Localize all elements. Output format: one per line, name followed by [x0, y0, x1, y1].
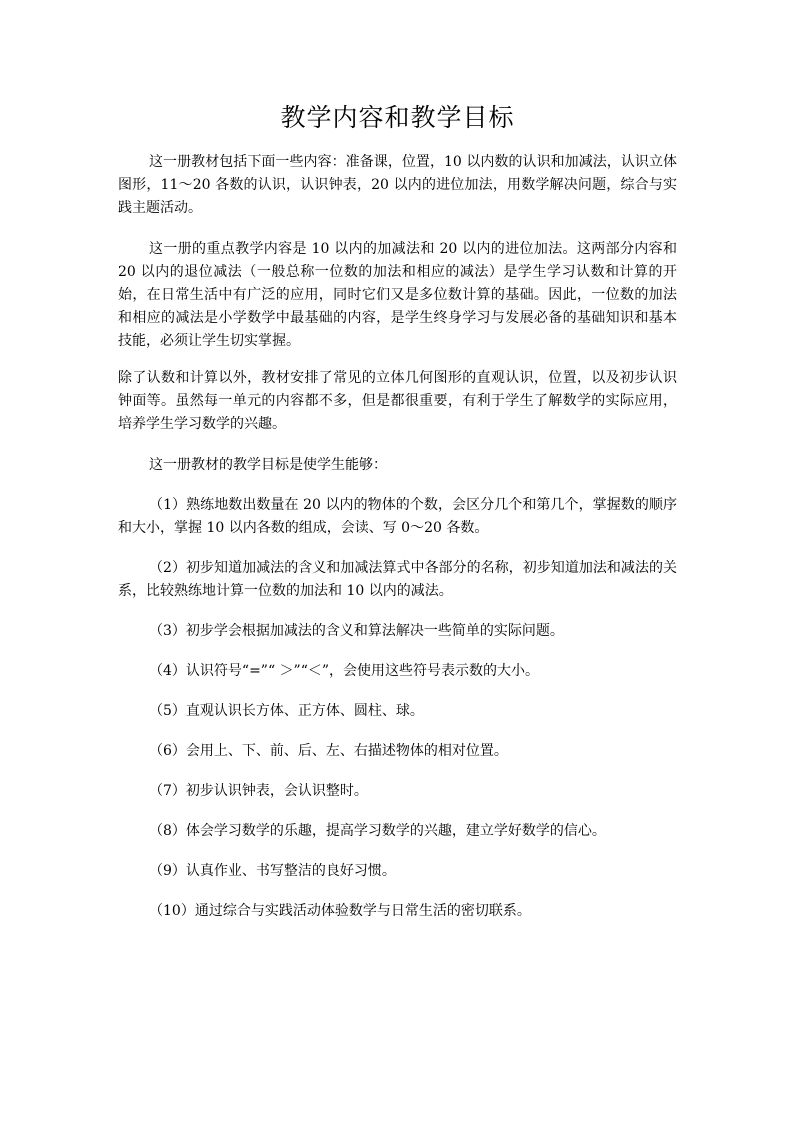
objective-item-6: （6）会用上、下、前、后、左、右描述物体的相对位置。: [149, 743, 508, 759]
objective-item-10: （10）通过综合与实践活动体验数学与日常生活的密切联系。: [149, 903, 531, 919]
objective-item-9: （9）认真作业、书写整洁的良好习惯。: [149, 863, 396, 879]
objective-item-2: （2）初步知道加减法的含义和加减法算式中各部分的名称，初步知道加法和减法的关系，比较熟练地计算一位数的加法和 10 以内的减法。: [118, 560, 677, 599]
objective-item-7: （7）初步认识钟表，会认识整时。: [149, 783, 368, 799]
objective-item-8: （8）体会学习数学的乐趣，提高学习数学的兴趣，建立学好数学的信心。: [149, 823, 606, 839]
objective-item-4: （4）认识符号“=”“ ＞”“＜”，会使用这些符号表示数的大小。: [149, 663, 540, 679]
paragraph-other-content: 除了认数和计算以外，教材安排了常见的立体几何图形的直观认识，位置，以及初步认识钟面等。虽然每一单元的内容都不多，但是都很重要，有利于学生了解数学的实际应用，培养学生学习数学的兴趣。: [118, 370, 677, 432]
paragraph-content-overview: 这一册教材包括下面一些内容：准备课，位置，10 以内数的认识和加减法，认识立体图形，11～20 各数的认识，认识钟表，20 以内的进位加法，用数学解决问题，综合与实践主题活动。: [118, 154, 677, 216]
objective-item-3: （3）初步学会根据加减法的含义和算法解决一些简单的实际问题。: [149, 623, 564, 639]
paragraph-objectives-intro: 这一册教材的教学目标是使学生能够：: [149, 457, 387, 473]
paragraph-key-content: 这一册的重点教学内容是 10 以内的加减法和 20 以内的进位加法。这两部分内容和 20 以内的退位减法（一般总称一位数的加法和相应的减法）是学生学习认数和计算的开始，在日常生活中有广泛的应用，同时它们又是多位数计算的基础。因此，一位数的加法和相应的减法是小学数学中最基础的内容，是学生终身学习与发展必备的基础知识和基本技能，必须让学生切实掌握。: [118, 241, 677, 349]
page-title: 教学内容和教学目标: [280, 103, 515, 132]
objectives-list: [118, 494, 677, 923]
objective-item-5: （5）直观认识长方体、正方体、圆柱、球。: [149, 703, 424, 719]
objective-item-1: （1）熟练地数出数量在 20 以内的物体的个数，会区分几个和第几个，掌握数的顺序和大小，掌握 10 以内各数的组成，会读、写 0～20 各数。: [118, 497, 677, 536]
